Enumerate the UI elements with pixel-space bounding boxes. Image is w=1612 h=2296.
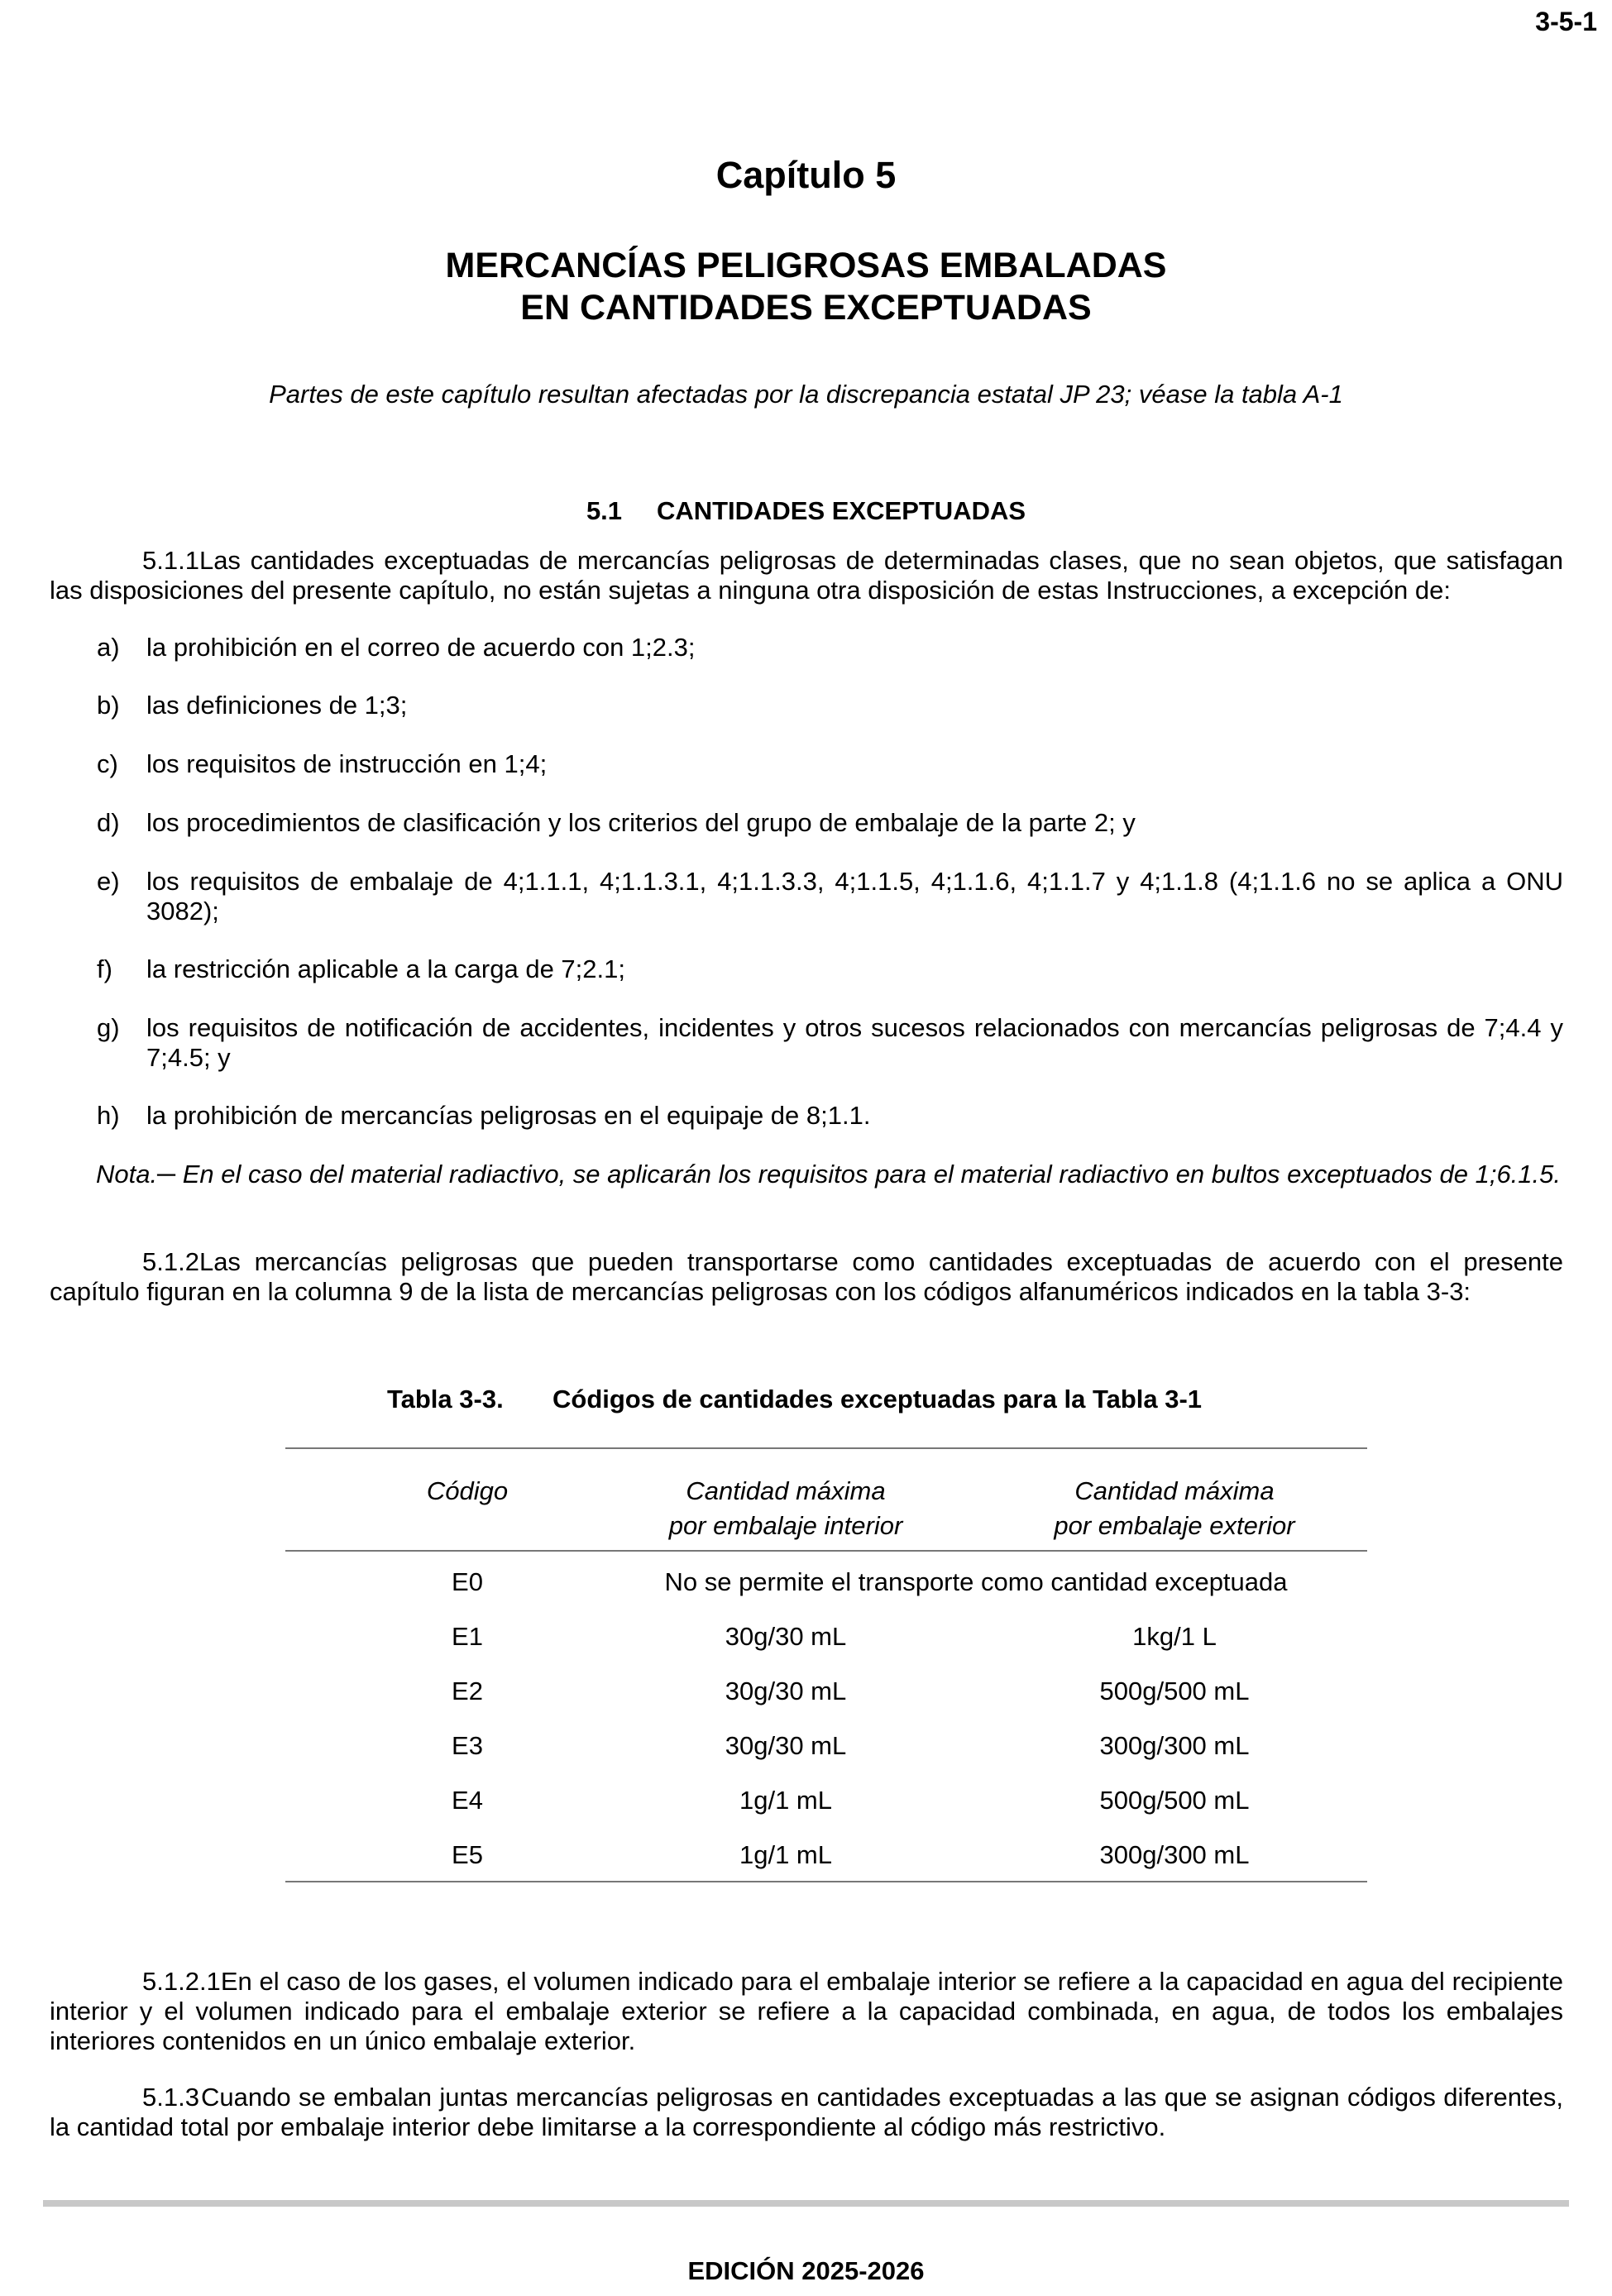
table-row-outer: 500g/500 mL — [1099, 1786, 1250, 1815]
row-e0-code: E0 — [452, 1567, 483, 1596]
list-letter: e) — [97, 867, 120, 896]
table-header-rule — [285, 1550, 1367, 1552]
list-text: los requisitos de instrucción en 1;4; — [146, 749, 548, 778]
list-item — [97, 954, 1563, 984]
main-title-line-2: EN CANTIDADES EXCEPTUADAS — [520, 288, 1092, 328]
list-item — [97, 691, 1563, 720]
table-row-inner: 30g/30 mL — [725, 1677, 847, 1705]
note-label: Nota.─ — [96, 1160, 176, 1189]
paragraph-number: 5.1.1 — [142, 546, 199, 575]
list-text: la prohibición de mercancías peligrosas en el equipaje de 8;1.1. — [146, 1101, 871, 1130]
table-row-outer: 500g/500 mL — [1099, 1677, 1250, 1705]
header-inner-line-1: Cantidad máxima — [686, 1476, 886, 1505]
table-row-outer: 1kg/1 L — [1132, 1622, 1217, 1651]
chapter-title: Capítulo 5 — [715, 154, 897, 196]
list-letter: a) — [97, 633, 120, 662]
list-letter: f) — [97, 954, 112, 983]
list-item — [97, 749, 1563, 779]
list-item — [97, 1101, 1563, 1131]
paragraph-number: 5.1.2 — [142, 1247, 199, 1276]
list-letter: c) — [97, 749, 118, 778]
row-e0-text: No se permite el transporte como cantidad exceptuada — [664, 1567, 1288, 1596]
main-title-line-1: MERCANCÍAS PELIGROSAS EMBALADAS — [445, 246, 1167, 285]
paragraph-number: 5.1.3 — [142, 2083, 199, 2112]
footer-rule — [43, 2200, 1569, 2207]
paragraph-5-1-3 — [50, 2083, 1563, 2142]
header-outer-line-1: Cantidad máxima — [1074, 1476, 1275, 1505]
list-item — [97, 633, 1563, 662]
section-title: CANTIDADES EXCEPTUADAS — [656, 496, 1026, 525]
list-text: la restricción aplicable a la carga de 7;2.1; — [146, 954, 625, 983]
table-row-code: E5 — [452, 1840, 483, 1869]
list-item — [97, 867, 1563, 926]
paragraph-text: En el caso de los gases, el volumen indicado para el embalaje interior se refiere a la capacidad en agua del recipiente interior y el volumen indicado para el embalaje exterior se refiere a la capacidad combinada, en agua, de todos los embalajes interiores contenidos en un único embalaje exterior. — [50, 1967, 1563, 2055]
header-outer-line-2: por embalaje exterior — [1054, 1511, 1295, 1540]
table-row-inner: 30g/30 mL — [725, 1731, 847, 1760]
edition-footer: EDICIÓN 2025-2026 — [687, 2256, 925, 2285]
paragraph-text: Las mercancías peligrosas que pueden transportarse como cantidades exceptuadas de acuerdo con el presente capítulo figuran en la columna 9 de la lista de mercancías peligrosas con los códigos alfanuméricos indicados en la tabla 3-3: — [50, 1247, 1563, 1306]
list-text: los requisitos de notificación de accidentes, incidentes y otros sucesos relacionados con mercancías peligrosas de 7;4.4 y 7;4.5; y — [146, 1013, 1563, 1072]
list-text: los procedimientos de clasificación y los criterios del grupo de embalaje de la parte 2; y — [146, 808, 1136, 837]
table-caption — [387, 1385, 1202, 1414]
table-caption-title: Códigos de cantidades exceptuadas para la Tabla 3-1 — [552, 1385, 1203, 1413]
table-row-outer: 300g/300 mL — [1099, 1840, 1250, 1869]
table-row-code: E2 — [452, 1677, 483, 1705]
discrepancy-note: Partes de este capítulo resultan afectadas por la discrepancia estatal JP 23; véase la tabla A-1 — [269, 380, 1343, 409]
note-text: En el caso del material radiactivo, se aplicarán los requisitos para el material radiactivo en bultos exceptuados de 1;6.1.5. — [182, 1160, 1561, 1189]
table-row-inner: 30g/30 mL — [725, 1622, 847, 1651]
table-row-code: E1 — [452, 1622, 483, 1651]
table-top-rule — [285, 1447, 1367, 1449]
paragraph-text: Las cantidades exceptuadas de mercancías peligrosas de determinadas clases, que no sean objetos, que satisfagan las disposiciones del presente capítulo, no están sujetas a ninguna otra disposición de estas Instrucciones, a excepción de: — [50, 546, 1563, 605]
paragraph-5-1-1 — [50, 546, 1563, 605]
list-letter: h) — [97, 1101, 120, 1130]
list-item — [97, 1013, 1563, 1073]
table-row-code: E3 — [452, 1731, 483, 1760]
main-title — [0, 245, 1612, 329]
list-letter: b) — [97, 691, 120, 720]
list-text: los requisitos de embalaje de 4;1.1.1, 4;1.1.3.1, 4;1.1.3.3, 4;1.1.5, 4;1.1.6, 4;1.1.7 y 4;1.1.8 (4;1.1.6 no se aplica a ONU 3082); — [146, 867, 1563, 926]
list-item — [97, 808, 1563, 838]
paragraph-number: 5.1.2.1 — [142, 1967, 221, 1996]
list-text: las definiciones de 1;3; — [146, 691, 408, 720]
table-caption-number: Tabla 3-3. — [387, 1385, 504, 1413]
header-inner-line-2: por embalaje interior — [668, 1511, 903, 1540]
header-code: Código — [426, 1476, 509, 1505]
table-row-outer: 300g/300 mL — [1099, 1731, 1250, 1760]
table-row-inner: 1g/1 mL — [739, 1840, 832, 1869]
table-bottom-rule — [285, 1881, 1367, 1882]
paragraph-5-1-2-1 — [50, 1967, 1563, 2056]
section-heading — [0, 496, 1612, 526]
list-text: la prohibición en el correo de acuerdo con 1;2.3; — [146, 633, 696, 662]
paragraph-5-1-2 — [50, 1247, 1563, 1307]
section-number: 5.1 — [586, 496, 623, 525]
page-number: 3-5-1 — [1535, 7, 1597, 36]
table-row-inner: 1g/1 mL — [739, 1786, 832, 1815]
paragraph-text: Cuando se embalan juntas mercancías peligrosas en cantidades exceptuadas a las que se asignan códigos diferentes, la cantidad total por embalaje interior debe limitarse a la correspondiente al código más restrictivo. — [50, 2083, 1563, 2141]
list-letter: d) — [97, 808, 120, 837]
list-letter: g) — [97, 1013, 120, 1042]
table-row-code: E4 — [452, 1786, 483, 1815]
note — [50, 1160, 1563, 1189]
